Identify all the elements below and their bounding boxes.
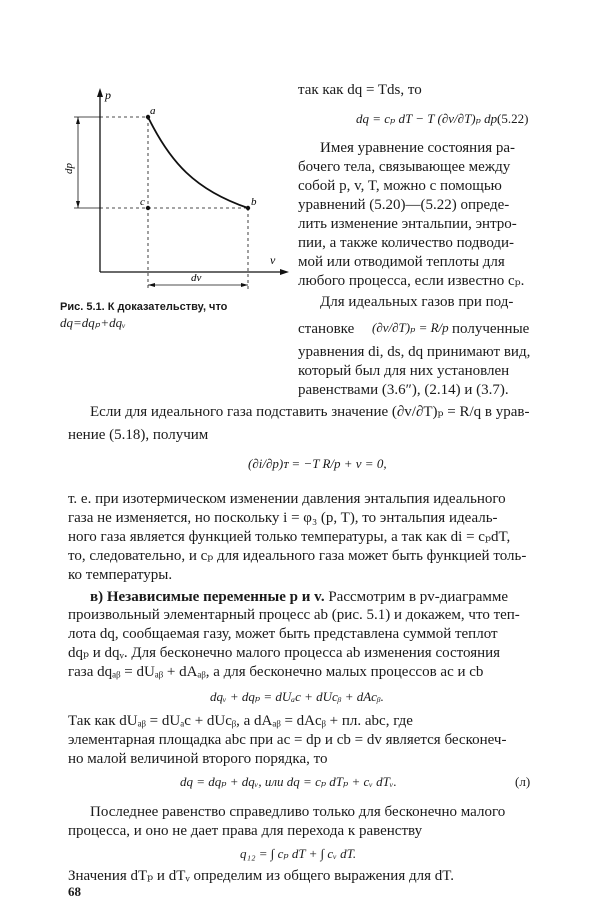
ideal-gas-line-1: Для идеальных газов при под- bbox=[320, 294, 514, 310]
point-b-dot bbox=[246, 206, 250, 210]
right-paragraph-line: Имея уравнение состояния ра- bbox=[320, 140, 516, 156]
point-c-dot bbox=[146, 206, 150, 210]
point-b-label: b bbox=[251, 196, 257, 208]
equation-sum-heats: dqᵥ + dqₚ = dUₐc + dUcᵦ + dAcᵦ. bbox=[210, 689, 384, 704]
dp-arrow-up-icon bbox=[76, 117, 80, 124]
equation-l: dq = dqₚ + dqᵥ, или dq = cₚ dTₚ + cᵥ dTᵥ. bbox=[180, 774, 397, 789]
right-paragraph bbox=[298, 139, 530, 291]
ideal-gas-line-2a: становке bbox=[298, 321, 355, 337]
paragraph-line: ко температуры. bbox=[68, 567, 173, 583]
paragraph-areas bbox=[68, 712, 506, 769]
paragraph-line: но малой величиной второго порядка, то bbox=[68, 751, 328, 767]
paragraph-line: элементарная площадка abc при ac = dp и cb = dv является бесконеч- bbox=[68, 732, 507, 748]
right-intro-line: так как dq = Tds, то bbox=[298, 82, 422, 98]
process-curve-ab bbox=[148, 117, 248, 208]
right-paragraph-line: пии, а также количество подводи- bbox=[298, 235, 515, 251]
section-heading-line bbox=[90, 587, 508, 607]
paragraph-line: ного газа является функцией только температуры, а так как di = cₚdT, bbox=[68, 529, 511, 545]
right-paragraph-line: собой p, v, T, можно с помощью bbox=[298, 178, 502, 194]
section-heading-continuation: Рассмотрим в pv-диаграмме bbox=[324, 589, 509, 605]
dp-label: dp bbox=[63, 163, 75, 174]
v-axis-arrow-icon bbox=[280, 269, 289, 275]
paragraph-line: произвольный элементарный процесс ab (рис. 5.1) и докажем, что теп- bbox=[68, 607, 520, 623]
section-heading: в) Независимые переменные p и v. bbox=[90, 589, 325, 605]
dv-arrow-left-icon bbox=[148, 283, 155, 287]
paragraph-line: dqₚ и dqᵥ. Для бесконечно малого процесса ab изменения состояния bbox=[68, 645, 501, 661]
dv-label: dv bbox=[191, 272, 202, 284]
equation-di-dp: (∂i/∂p)ᴛ = −T R/p + v = 0, bbox=[248, 456, 387, 471]
paragraph-line: т. е. при изотермическом изменении давления энтальпия идеального bbox=[68, 491, 506, 507]
paragraph-isothermal bbox=[68, 490, 526, 585]
paragraph-line: газа не изменяется, но поскольку i = φ₃ (p, T), то энтальпия идеаль- bbox=[68, 510, 498, 526]
right-paragraph-line: мой или отводимой теплоты для bbox=[298, 254, 505, 270]
paragraph-line: Последнее равенство справедливо только для бесконечно малого bbox=[90, 804, 506, 820]
paragraph-line: то, следовательно, и cₚ для идеального газа может быть функцией толь- bbox=[68, 548, 527, 564]
point-c-label: c bbox=[140, 196, 145, 208]
dv-arrow-right-icon bbox=[241, 283, 248, 287]
ideal-gas-line-5: равенствами (3.6″), (2.14) и (3.7). bbox=[298, 382, 509, 398]
equation-5-22: dq = cₚ dT − T (∂v/∂T)ₚ dp. bbox=[356, 111, 501, 126]
caption-line-2: dq=dqₚ+dqᵥ bbox=[60, 315, 126, 330]
right-paragraph-line: уравнений (5.20)—(5.22) опреде- bbox=[298, 197, 510, 213]
paragraph-pv bbox=[68, 606, 520, 682]
pv-diagram bbox=[60, 82, 292, 312]
p-axis-arrow-icon bbox=[97, 88, 103, 97]
closing-line: Значения dTₚ и dTᵥ определим из общего выражения для dT. bbox=[68, 868, 455, 884]
dp-arrow-down-icon bbox=[76, 201, 80, 208]
ideal-gas-substitution: (∂v/∂T)ₚ = R/p bbox=[372, 320, 449, 335]
right-paragraph-line: любого процесса, если известно cₚ. bbox=[298, 273, 525, 289]
paragraph-line: Так как dUₐᵦ = dUₐc + dUcᵦ, а dAₐᵦ = dAcᵦ + пл. abc, где bbox=[68, 713, 413, 729]
substitution-line-2: нение (5.18), получим bbox=[68, 427, 209, 443]
ideal-gas-line-3: уравнения di, ds, dq принимают вид, bbox=[298, 344, 531, 360]
page-number: 68 bbox=[68, 884, 81, 899]
ideal-gas-line-4: который был для них установлен bbox=[298, 363, 510, 379]
paragraph-line: процесса, и оно не дает права для перехода к равенству bbox=[68, 823, 423, 839]
point-a-label: a bbox=[150, 105, 156, 117]
paragraph-line: газа dqₐᵦ = dUₐᵦ + dAₐᵦ, а для бесконечно малых процессов ac и cb bbox=[68, 664, 484, 680]
substitution-line-1: Если для идеального газа подставить значение (∂v/∂T)ₚ = R/q в урав- bbox=[90, 404, 530, 420]
p-axis-label: p bbox=[105, 88, 111, 102]
caption-line-1: Рис. 5.1. К доказательству, что bbox=[60, 301, 228, 313]
paragraph-last-equality bbox=[68, 803, 505, 841]
figure-caption bbox=[60, 300, 280, 330]
equation-5-22-number: (5.22) bbox=[497, 111, 529, 126]
paragraph-line: лота dq, сообщаемая газу, может быть представлена суммой теплот bbox=[68, 626, 498, 642]
equation-integral: q₁₂ = ∫ cₚ dT + ∫ cᵥ dT. bbox=[240, 846, 357, 861]
right-paragraph-line: бочего тела, связывающее между bbox=[298, 159, 511, 175]
right-paragraph-line: лить изменение энтальпии, энтро- bbox=[298, 216, 517, 232]
v-axis-label: v bbox=[270, 253, 276, 267]
ideal-gas-line-2b: полученные bbox=[452, 321, 530, 337]
equation-l-number: (л) bbox=[515, 774, 531, 789]
